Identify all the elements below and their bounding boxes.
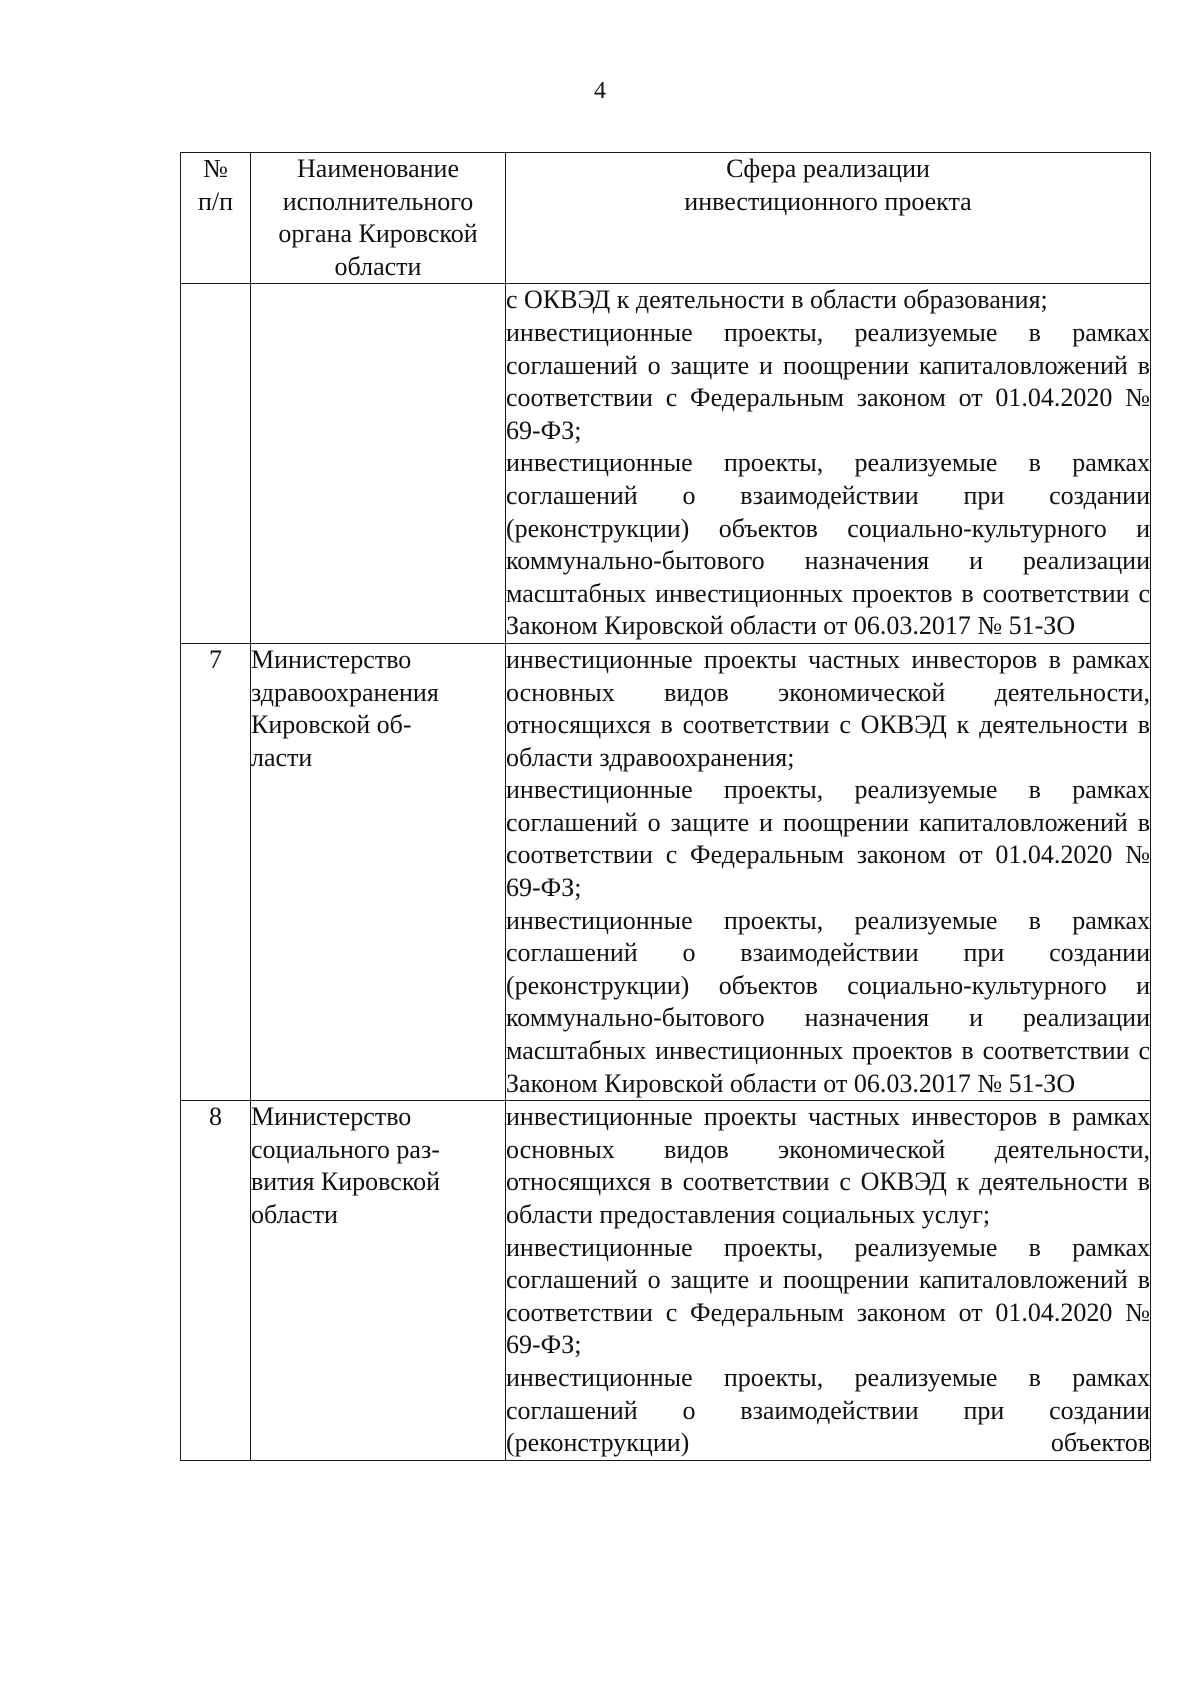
header-number [181, 153, 251, 284]
header-sphere [506, 153, 1151, 284]
sphere-paragraph: инвестиционные проекты частных инвесторов в рамках основных видов экономической деятельности, относящихся в соответствии с ОКВЭД к деятельности в области здравоохранения; [506, 644, 1150, 772]
row-number [181, 284, 251, 644]
row-organ [251, 643, 506, 1100]
header-sphere-label: Сфера реализации инвестиционного проекта [684, 154, 972, 216]
sphere-paragraph: инвестиционные проекты, реализуемые в рамках соглашений о взаимодействии при создании (реконструкции) объектов социально-культурного и коммунально-бытового назначения и реализации масштабных инвестиционных проектов в соответствии с Законом Кировской области от 06.03.2017 № 51-ЗО [506, 448, 1150, 641]
sphere-paragraph: инвестиционные проекты, реализуемые в рамках соглашений о защите и поощрении капиталовложений в соответствии с Федеральным законом от 01.04.2020 № 69-ФЗ; [506, 1232, 1150, 1360]
sphere-paragraph: инвестиционные проекты, реализуемые в рамках соглашений о взаимодействии при создании (реконструкции) объектов [506, 1362, 1150, 1458]
investment-sphere-table [180, 152, 1151, 1461]
table-row [181, 1101, 1151, 1461]
row-number: 8 [181, 1101, 251, 1461]
table-header-row [181, 153, 1151, 284]
table-row [181, 284, 1151, 644]
sphere-paragraph: инвестиционные проекты, реализуемые в рамках соглашений о защите и поощрении капиталовложений в соответствии с Федеральным законом от 01.04.2020 № 69-ФЗ; [506, 317, 1150, 445]
sphere-paragraph: инвестиционные проекты частных инвесторов в рамках основных видов экономической деятельности, относящихся в соответствии с ОКВЭД к деятельности в области предоставления социальных услуг; [506, 1102, 1150, 1229]
header-number-label: № п/п [197, 154, 234, 216]
row-number: 7 [181, 643, 251, 1100]
row-sphere [506, 1101, 1151, 1461]
row-organ [251, 284, 506, 644]
row-organ-label: Министерство здравоохранения Кировской об-ласти [251, 644, 439, 772]
sphere-paragraph: с ОКВЭД к деятельности в области образования; [506, 285, 1048, 315]
header-organ [251, 153, 506, 284]
row-sphere [506, 643, 1151, 1100]
page-number: 4 [594, 78, 606, 104]
sphere-paragraph: инвестиционные проекты, реализуемые в рамках соглашений о защите и поощрении капиталовложений в соответствии с Федеральным законом от 01.04.2020 № 69-ФЗ; [506, 775, 1150, 903]
table-row [181, 643, 1151, 1100]
header-organ-label: Наименование исполнительного органа Кировской области [278, 154, 478, 281]
row-organ-label: Министерство социального раз-вития Кировской области [251, 1102, 441, 1229]
row-organ [251, 1101, 506, 1461]
row-sphere [506, 284, 1151, 644]
sphere-paragraph: инвестиционные проекты, реализуемые в рамках соглашений о взаимодействии при создании (реконструкции) объектов социально-культурного и коммунально-бытового назначения и реализации масштабных инвестиционных проектов в соответствии с Законом Кировской области от 06.03.2017 № 51-ЗО [506, 905, 1150, 1098]
